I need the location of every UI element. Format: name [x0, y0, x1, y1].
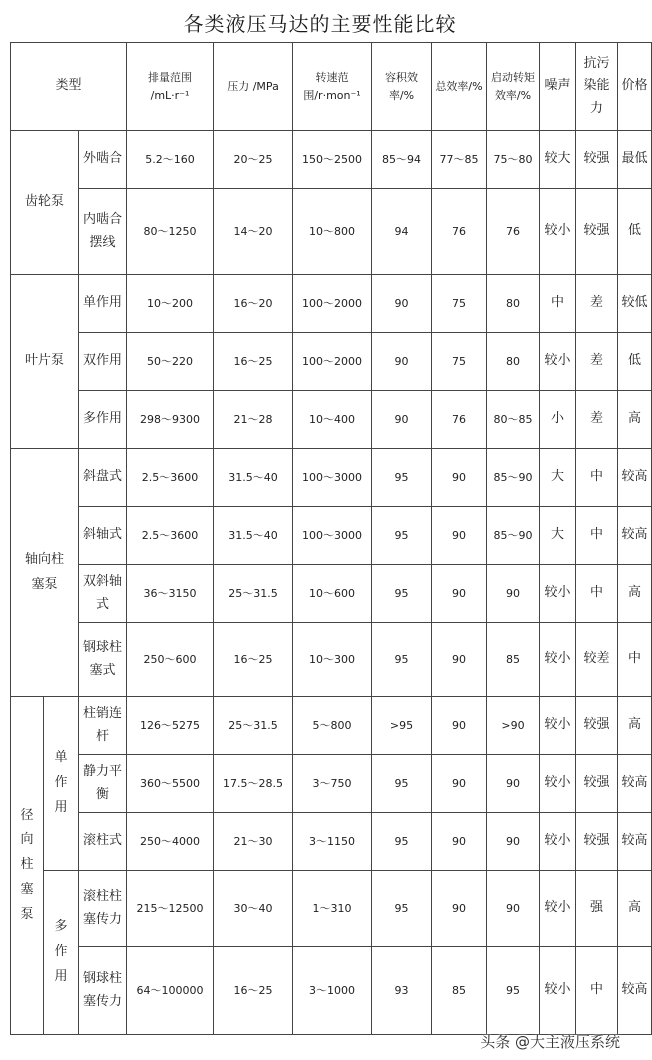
- price-cell: 最低: [618, 131, 652, 189]
- displacement-cell: 2.5～3600: [127, 507, 214, 565]
- price-cell: 较高: [618, 947, 652, 1035]
- price-cell: 较高: [618, 813, 652, 871]
- price-cell: 低: [618, 189, 652, 275]
- pressure-cell: 31.5～40: [214, 507, 293, 565]
- price-cell: 较低: [618, 275, 652, 333]
- noise-cell: 较小: [540, 947, 576, 1035]
- pressure-cell: 31.5～40: [214, 449, 293, 507]
- speed-cell: 1～310: [293, 871, 372, 947]
- start-eff-cell: 85～90: [487, 449, 540, 507]
- table-row: [11, 947, 652, 1035]
- contam-cell: 差: [576, 333, 618, 391]
- table-row: [11, 333, 652, 391]
- table-row: [11, 755, 652, 813]
- start-eff-cell: 90: [487, 871, 540, 947]
- speed-cell: 10～400: [293, 391, 372, 449]
- subtype-cell: 钢球柱塞式: [79, 623, 127, 697]
- table-row: [11, 623, 652, 697]
- displacement-cell: 250～4000: [127, 813, 214, 871]
- group-multi-acting: [44, 871, 79, 1035]
- total-eff-cell: 76: [432, 189, 487, 275]
- displacement-cell: 64～100000: [127, 947, 214, 1035]
- start-eff-cell: 90: [487, 813, 540, 871]
- contam-cell: 中: [576, 507, 618, 565]
- subtype-cell: 静力平衡: [79, 755, 127, 813]
- start-eff-cell: 90: [487, 755, 540, 813]
- noise-cell: 较小: [540, 623, 576, 697]
- table-row: [11, 565, 652, 623]
- speed-cell: 3～1000: [293, 947, 372, 1035]
- speed-cell: 10～300: [293, 623, 372, 697]
- noise-cell: 小: [540, 391, 576, 449]
- table-row: [11, 391, 652, 449]
- header-contamination-resistance: 抗污染能力: [576, 43, 618, 131]
- total-eff-cell: 90: [432, 623, 487, 697]
- noise-cell: 较小: [540, 813, 576, 871]
- speed-cell: 5～800: [293, 697, 372, 755]
- start-eff-cell: >90: [487, 697, 540, 755]
- group-axial-label: 轴向柱塞泵: [24, 551, 64, 592]
- table-row: [11, 697, 652, 755]
- header-price: 价格: [618, 43, 652, 131]
- header-start-torque-efficiency: 启动转矩效率/%: [487, 43, 540, 131]
- pressure-cell: 14～20: [214, 189, 293, 275]
- price-cell: 较高: [618, 449, 652, 507]
- total-eff-cell: 90: [432, 871, 487, 947]
- vol-eff-cell: 95: [372, 755, 432, 813]
- price-cell: 较高: [618, 507, 652, 565]
- displacement-cell: 2.5～3600: [127, 449, 214, 507]
- subtype-cell: 滚柱式: [79, 813, 127, 871]
- noise-cell: 较小: [540, 871, 576, 947]
- pressure-cell: 21～30: [214, 813, 293, 871]
- displacement-cell: 80～1250: [127, 189, 214, 275]
- header-type: 类型: [11, 43, 127, 131]
- vol-eff-cell: 90: [372, 333, 432, 391]
- noise-cell: 大: [540, 449, 576, 507]
- subtype-cell: 外啮合: [79, 131, 127, 189]
- contam-cell: 较强: [576, 755, 618, 813]
- displacement-cell: 126～5275: [127, 697, 214, 755]
- group-radial: [11, 697, 44, 1035]
- table-row: [11, 813, 652, 871]
- subtype-cell: 斜盘式: [79, 449, 127, 507]
- displacement-cell: 36～3150: [127, 565, 214, 623]
- displacement-cell: 298～9300: [127, 391, 214, 449]
- header-displacement: 排量范围 /mL·r⁻¹: [127, 43, 214, 131]
- price-cell: 中: [618, 623, 652, 697]
- speed-cell: 100～3000: [293, 507, 372, 565]
- vol-eff-cell: 95: [372, 871, 432, 947]
- noise-cell: 中: [540, 275, 576, 333]
- group-radial-label: 径向柱塞泵: [20, 807, 34, 922]
- group-gear: 齿轮泵: [11, 131, 79, 275]
- start-eff-cell: 80: [487, 275, 540, 333]
- total-eff-cell: 76: [432, 391, 487, 449]
- speed-cell: 10～800: [293, 189, 372, 275]
- price-cell: 低: [618, 333, 652, 391]
- pressure-cell: 25～31.5: [214, 697, 293, 755]
- vol-eff-cell: 95: [372, 507, 432, 565]
- group-single-acting: [44, 697, 79, 871]
- price-cell: 高: [618, 565, 652, 623]
- pressure-cell: 16～25: [214, 947, 293, 1035]
- vol-eff-cell: 90: [372, 275, 432, 333]
- start-eff-cell: 95: [487, 947, 540, 1035]
- vol-eff-cell: 94: [372, 189, 432, 275]
- vol-eff-cell: 93: [372, 947, 432, 1035]
- pressure-cell: 30～40: [214, 871, 293, 947]
- pressure-cell: 16～25: [214, 623, 293, 697]
- speed-cell: 100～3000: [293, 449, 372, 507]
- subtype-cell: 内啮合摆线: [79, 189, 127, 275]
- start-eff-cell: 90: [487, 565, 540, 623]
- pressure-cell: 25～31.5: [214, 565, 293, 623]
- contam-cell: 较差: [576, 623, 618, 697]
- vol-eff-cell: 85～94: [372, 131, 432, 189]
- total-eff-cell: 85: [432, 947, 487, 1035]
- header-pressure: 压力 /MPa: [214, 43, 293, 131]
- start-eff-cell: 80～85: [487, 391, 540, 449]
- group-single-acting-label: 单作用: [54, 750, 68, 815]
- vol-eff-cell: 95: [372, 623, 432, 697]
- group-axial: [11, 449, 79, 697]
- table-row: [11, 275, 652, 333]
- total-eff-cell: 90: [432, 697, 487, 755]
- price-cell: 高: [618, 391, 652, 449]
- total-eff-cell: 90: [432, 755, 487, 813]
- header-noise: 噪声: [540, 43, 576, 131]
- start-eff-cell: 80: [487, 333, 540, 391]
- contam-cell: 较强: [576, 131, 618, 189]
- vol-eff-cell: 95: [372, 813, 432, 871]
- group-multi-acting-label: 多作用: [54, 919, 68, 984]
- speed-cell: 150～2500: [293, 131, 372, 189]
- start-eff-cell: 85～90: [487, 507, 540, 565]
- contam-cell: 差: [576, 275, 618, 333]
- contam-cell: 中: [576, 947, 618, 1035]
- contam-cell: 中: [576, 449, 618, 507]
- contam-cell: 较强: [576, 697, 618, 755]
- vol-eff-cell: 95: [372, 565, 432, 623]
- table-row: [11, 507, 652, 565]
- price-cell: 高: [618, 871, 652, 947]
- speed-cell: 100～2000: [293, 333, 372, 391]
- total-eff-cell: 75: [432, 333, 487, 391]
- displacement-cell: 215～12500: [127, 871, 214, 947]
- contam-cell: 较强: [576, 813, 618, 871]
- speed-cell: 10～600: [293, 565, 372, 623]
- subtype-cell: 双斜轴式: [79, 565, 127, 623]
- table-row: [11, 131, 652, 189]
- total-eff-cell: 90: [432, 565, 487, 623]
- subtype-cell: 单作用: [79, 275, 127, 333]
- header-speed: 转速范围/r·mon⁻¹: [293, 43, 372, 131]
- displacement-cell: 5.2～160: [127, 131, 214, 189]
- total-eff-cell: 90: [432, 449, 487, 507]
- subtype-cell: 多作用: [79, 391, 127, 449]
- vol-eff-cell: >95: [372, 697, 432, 755]
- contam-cell: 较强: [576, 189, 618, 275]
- speed-cell: 3～750: [293, 755, 372, 813]
- contam-cell: 差: [576, 391, 618, 449]
- watermark: 头条 @大主液压系统: [480, 1033, 620, 1051]
- displacement-cell: 250～600: [127, 623, 214, 697]
- pressure-cell: 20～25: [214, 131, 293, 189]
- noise-cell: 较小: [540, 333, 576, 391]
- table-row: [11, 449, 652, 507]
- speed-cell: 100～2000: [293, 275, 372, 333]
- header-total-efficiency: 总效率/%: [432, 43, 487, 131]
- noise-cell: 较小: [540, 189, 576, 275]
- noise-cell: 较大: [540, 131, 576, 189]
- subtype-cell: 双作用: [79, 333, 127, 391]
- subtype-cell: 斜轴式: [79, 507, 127, 565]
- vol-eff-cell: 95: [372, 449, 432, 507]
- page-title: 各类液压马达的主要性能比较: [183, 12, 457, 36]
- price-cell: 较高: [618, 755, 652, 813]
- displacement-cell: 10～200: [127, 275, 214, 333]
- noise-cell: 较小: [540, 565, 576, 623]
- group-vane: 叶片泵: [11, 275, 79, 449]
- subtype-cell: 柱销连杆: [79, 697, 127, 755]
- price-cell: 高: [618, 697, 652, 755]
- start-eff-cell: 85: [487, 623, 540, 697]
- header-volumetric-efficiency: 容积效率/%: [372, 43, 432, 131]
- noise-cell: 大: [540, 507, 576, 565]
- speed-cell: 3～1150: [293, 813, 372, 871]
- subtype-cell: 滚柱柱塞传力: [79, 871, 127, 947]
- total-eff-cell: 90: [432, 507, 487, 565]
- vol-eff-cell: 90: [372, 391, 432, 449]
- contam-cell: 中: [576, 565, 618, 623]
- total-eff-cell: 77～85: [432, 131, 487, 189]
- total-eff-cell: 90: [432, 813, 487, 871]
- displacement-cell: 50～220: [127, 333, 214, 391]
- contam-cell: 强: [576, 871, 618, 947]
- displacement-cell: 360～5500: [127, 755, 214, 813]
- pressure-cell: 16～25: [214, 333, 293, 391]
- noise-cell: 较小: [540, 697, 576, 755]
- noise-cell: 较小: [540, 755, 576, 813]
- header-row: [11, 43, 652, 131]
- table-row: [11, 871, 652, 947]
- table-row: [11, 189, 652, 275]
- pressure-cell: 16～20: [214, 275, 293, 333]
- pressure-cell: 21～28: [214, 391, 293, 449]
- start-eff-cell: 75～80: [487, 131, 540, 189]
- pressure-cell: 17.5～28.5: [214, 755, 293, 813]
- start-eff-cell: 76: [487, 189, 540, 275]
- total-eff-cell: 75: [432, 275, 487, 333]
- subtype-cell: 钢球柱塞传力: [79, 947, 127, 1035]
- performance-table: [10, 42, 652, 1035]
